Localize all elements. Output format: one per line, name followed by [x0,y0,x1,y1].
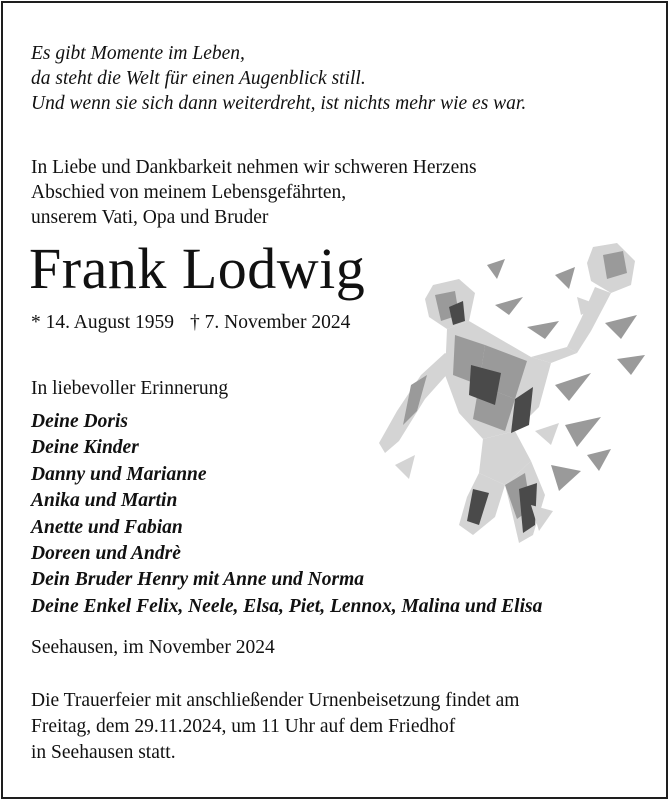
mourner-entry: Anette und Fabian [31,516,183,538]
mourner-entry: Danny und Marianne [31,463,207,485]
motto-line: Und wenn sie sich dann weiterdreht, ist nichts mehr wie es war. [31,93,527,114]
motto-line: da steht die Welt für einen Augenblick still. [31,68,366,89]
life-dates [31,310,350,336]
mourner-entry: Anika und Martin [31,490,178,512]
funeral-line: in Seehausen statt. [31,742,176,763]
place-date: Seehausen, im November 2024 [31,637,275,658]
funeral-info [31,688,519,766]
intro-line: In Liebe und Dankbarkeit nehmen wir schweren Herzens [31,157,477,178]
mourner-entry: Deine Kinder [31,437,139,459]
mourner-entry: Doreen und Andrè [31,543,181,565]
intro-line: Abschied von meinem Lebensgefährten, [31,182,347,203]
funeral-line: Freitag, dem 29.11.2024, um 11 Uhr auf dem Friedhof [31,716,456,737]
mourner-entry: Dein Bruder Henry mit Anne und Norma [31,569,365,591]
deceased-name: Frank Lodwig [29,236,366,301]
intro-text [31,155,477,230]
handball-player-icon [355,235,655,555]
funeral-line: Die Trauerfeier mit anschließender Urnenbeisetzung findet am [31,690,520,711]
motto-line: Es gibt Momente im Leben, [31,43,245,64]
mourner-entry: Deine Enkel Felix, Neele, Elsa, Piet, Lennox, Malina und Elisa [31,595,543,617]
birth-date: * 14. August 1959 [31,312,175,333]
mourner-entry: Deine Doris [31,411,128,432]
motto-verse [31,41,526,116]
death-date: † 7. November 2024 [190,312,351,333]
obituary-notice [1,1,668,799]
memory-heading: In liebevoller Erinnerung [31,378,229,399]
intro-line: unserem Vati, Opa und Bruder [31,207,269,228]
